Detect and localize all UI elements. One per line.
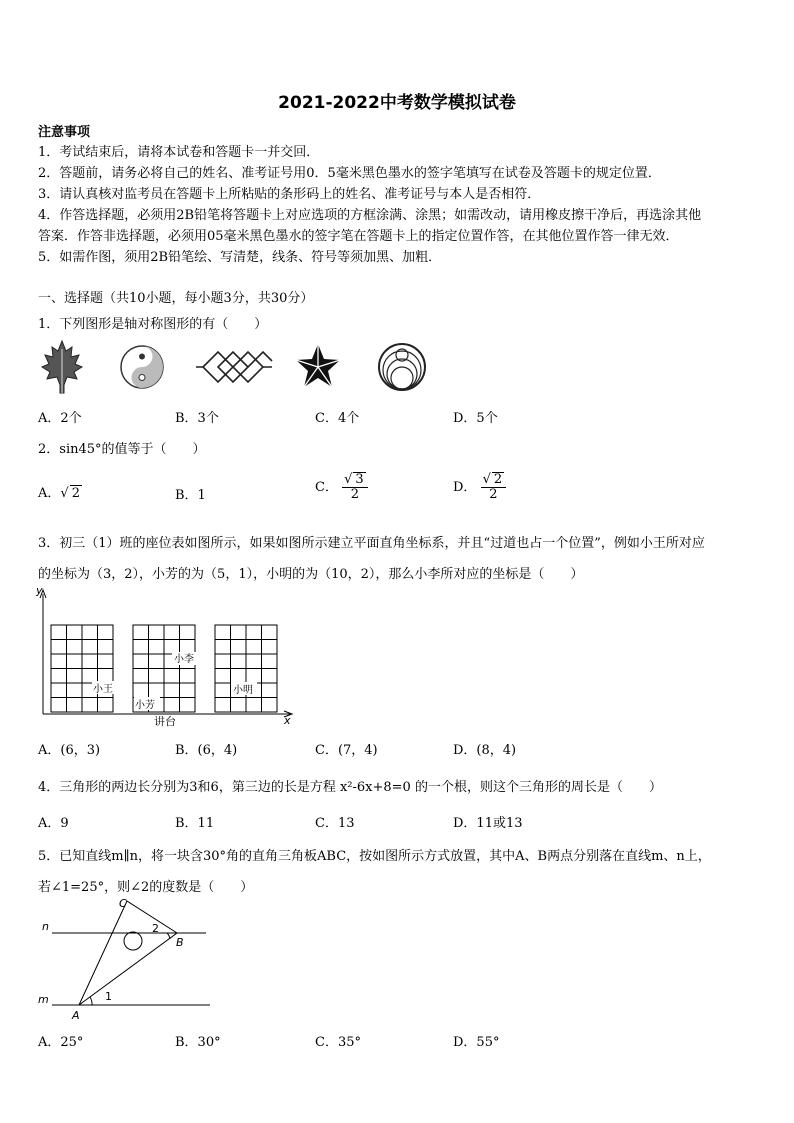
q5-stem-line-2: 若∠1=25°，则∠2的度数是（ ） [38,880,254,895]
q2-stem: 2．sin45°的值等于（ ） [38,442,206,457]
xiaoming-label: 小明 [233,685,253,696]
notice-line-2: 2．答题前，请务必将自己的姓名、准考证号用0．5毫米黑色墨水的签字笔填写在试卷及答题卡的规定位置． [38,166,661,181]
q5-option-a: A．25° [38,1035,84,1050]
q4-option-c: C．13 [315,816,355,831]
q1-option-d: D．5个 [453,411,498,426]
q5-option-d: D．55° [453,1035,500,1050]
q2-option-a: A．√ 2 [38,486,80,501]
label-b: B [176,936,184,949]
q4-stem: 4．三角形的两边长分别为3和6，第三边的长是方程 x²-6x+8=0 的一个根，则这个三角形的周长是（ ） [38,780,662,795]
q1-stem: 1．下列图形是轴对称图形的有（ ） [38,317,268,332]
q2-option-d: D． $\frac{√ 2}{2}$ [453,472,506,503]
notice-line-6: 5．如需作图，须用2B铅笔绘、写清楚，线条、符号等须加黑、加粗． [38,250,442,265]
q2-option-c: C． $\frac{√ 3}{2}$ [315,472,368,503]
q4-option-b: B．11 [175,816,215,831]
star-icon [296,344,340,387]
maple-leaf-icon [42,341,82,393]
knot-icon [196,352,272,382]
notice-heading: 注意事项 [38,125,91,140]
q1-figures [34,336,428,396]
yin-yang-icon [121,346,163,388]
q1-option-a: A．2个 [38,411,82,426]
q5-triangle-figure [34,893,219,1023]
notice-line-5: 答案．作答非选择题，必须用05毫米黑色墨水的签字笔在答题卡上的指定位置作答，在其他位置作答一律无效． [38,229,679,244]
q3-stem-line-1: 3．初三（1）班的座位表如图所示，如果如图所示建立平面直角坐标系，并且“过道也占一个位置”，例如小王所对应 [38,536,705,551]
label-a: A [72,1009,80,1022]
exam-title: 2021-2022中考数学模拟试卷 [278,93,516,113]
concentric-circles-icon [379,344,425,390]
triangle-hole [124,932,142,950]
section-heading: 一、选择题（共10小题，每小题3分，共30分） [38,291,314,306]
notice-line-1: 1．考试结束后，请将本试卷和答题卡一并交回． [38,145,320,160]
q5-option-c: C．35° [315,1035,361,1050]
xiaofang-label: 小芳 [135,700,155,711]
q4-option-d: D．11或13 [453,816,523,831]
q3-option-a: A．(6，3) [38,743,101,758]
angle-1-arc [90,997,92,1005]
triangle-abc [79,901,177,1005]
label-m: m [38,993,49,1006]
q3-option-d: D．(8，4) [453,743,517,758]
q1-option-b: B．3个 [175,411,219,426]
label-angle-2: 2 [152,922,159,935]
angle-2-arc [167,933,170,939]
xiaowang-label: 小王 [93,684,113,695]
notice-line-4: 4．作答选择题，必须用2B铅笔将答题卡上对应选项的方框涂满、涂黑；如需改动，请用橡皮擦干净后，再选涂其他 [38,208,702,223]
label-angle-1: 1 [105,990,112,1003]
seat-block-1 [51,625,113,712]
label-c: C [119,897,127,910]
q1-option-c: C．4个 [315,411,360,426]
xiaoli-label: 小李 [174,654,194,665]
podium-label: 讲台 [154,715,176,728]
q5-option-b: B．30° [175,1035,221,1050]
q2-option-b: B．1 [175,488,206,503]
x-axis-label: x [284,714,291,727]
label-n: n [42,920,49,933]
q3-option-c: C．(7，4) [315,743,378,758]
q3-seating-figure [34,582,296,728]
q5-stem-line-1: 5．已知直线m∥n，将一块含30°角的直角三角板ABC，按如图所示方式放置，其中A、B两点分别落在直线m、n上， [38,849,711,864]
q4-option-a: A．9 [38,816,69,831]
notice-line-3: 3．请认真核对监考员在答题卡上所粘贴的条形码上的姓名、准考证号与本人是否相符． [38,187,541,202]
q3-stem-line-2: 的坐标为（3，2），小芳的为（5，1），小明的为（10，2），那么小李所对应的坐标是（ ） [38,567,584,582]
seat-block-3 [215,625,277,712]
y-axis-label: y [36,584,43,597]
q3-option-b: B．(6，4) [175,743,238,758]
